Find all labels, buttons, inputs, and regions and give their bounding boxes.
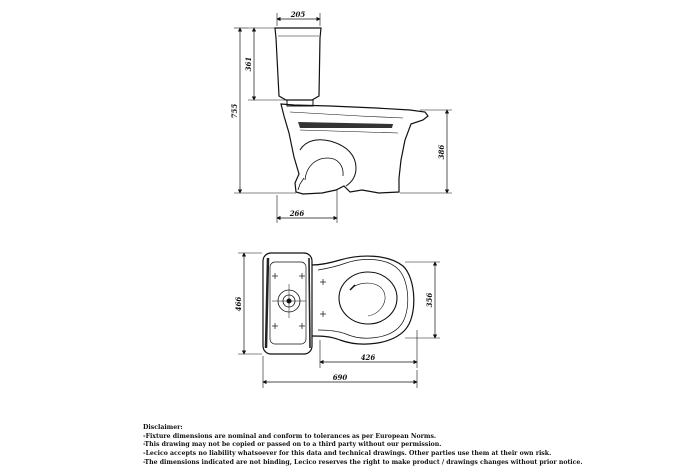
bowl-outline xyxy=(281,104,428,194)
dim-tank-height: 361 xyxy=(244,56,253,72)
dim-bowl-width: 356 xyxy=(425,292,434,308)
dim-tank-width: 205 xyxy=(290,10,306,19)
disclaimer-line: -Fixture dimensions are nominal and conform to tolerances as per European Norms. xyxy=(143,432,437,440)
disclaimer-line: -Lecico accepts no liability whatsoever for this data and technical drawings. Other parties use them at their own risk. xyxy=(143,450,552,458)
disclaimer-line: -This drawing may not be copied or passed on to a third party without our permission. xyxy=(143,441,442,449)
top-view xyxy=(238,253,440,388)
dim-width: 466 xyxy=(234,296,243,312)
disclaimer-line: -The dimensions indicated are not binding, Lecico reserves the right to make product / drawings changes without prior notice. xyxy=(143,458,583,466)
dim-total-height: 755 xyxy=(230,103,239,119)
cistern-outline xyxy=(275,28,321,100)
dim-rear-offset: 266 xyxy=(289,209,305,218)
disclaimer-title: Disclaimer: xyxy=(143,424,183,431)
dim-bowl-height: 386 xyxy=(437,144,446,160)
dim-total-length: 690 xyxy=(332,373,348,382)
bowl-opening xyxy=(339,272,397,324)
dim-bowl-length: 426 xyxy=(360,353,376,362)
side-view xyxy=(234,13,452,223)
disclaimer xyxy=(143,424,663,468)
